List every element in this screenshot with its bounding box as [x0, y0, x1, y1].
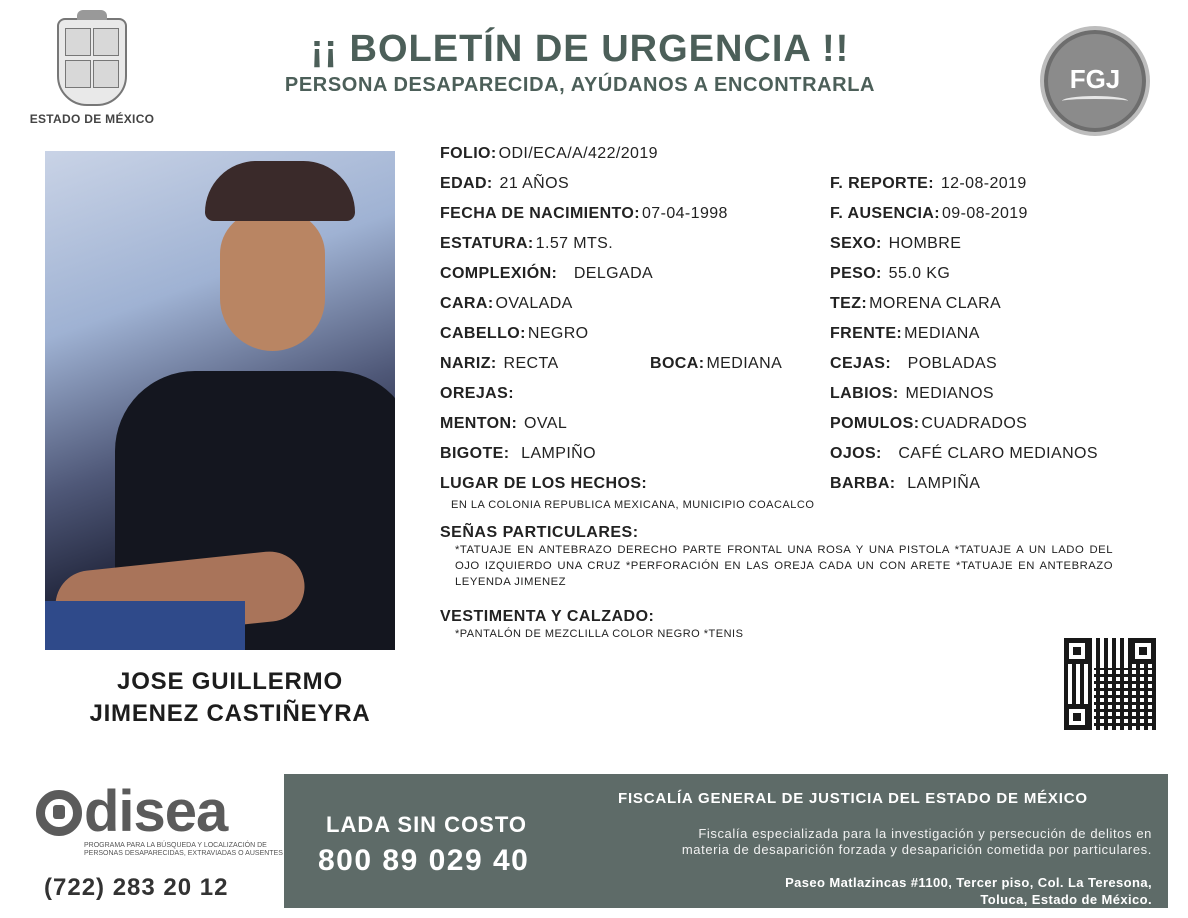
field-fecha-nacimiento [440, 205, 728, 223]
field-label: PESO: [830, 265, 882, 282]
field-label: CARA: [440, 295, 494, 312]
field-orejas [440, 385, 516, 403]
odisea-wordmark: disea [84, 779, 228, 844]
field-value: POBLADAS [907, 355, 998, 372]
field-value: LAMPIÑO [521, 445, 596, 462]
field-label: EDAD: [440, 175, 493, 192]
field-label: POMULOS: [830, 415, 920, 432]
field-value: 1.57 MTS. [535, 235, 614, 252]
field-nariz [440, 355, 559, 373]
field-value: MEDIANA [706, 355, 783, 372]
field-pomulos [830, 415, 1027, 433]
field-f-ausencia [830, 205, 1028, 223]
bulletin-subtitle: PERSONA DESAPARECIDA, AYÚDANOS A ENCONTRARLA [284, 74, 876, 96]
field-cejas [830, 355, 997, 373]
field-value: MEDIANOS [905, 385, 994, 402]
field-value: 07-04-1998 [642, 205, 728, 222]
field-value: OVAL [524, 415, 568, 432]
field-value: 09-08-2019 [942, 205, 1028, 222]
field-value: DELGADA [573, 265, 654, 282]
field-lugar-hechos [440, 475, 649, 493]
bulletin-title: ¡¡ BOLETÍN DE URGENCIA !! [310, 28, 850, 70]
fgj-logo-text: FGJ [1069, 64, 1121, 94]
field-frente [830, 325, 980, 343]
field-label: OJOS: [830, 445, 882, 462]
field-label: FOLIO: [440, 145, 497, 162]
field-labios [830, 385, 994, 403]
wing-icon [1062, 96, 1128, 106]
field-value: CAFÉ CLARO MEDIANOS [898, 445, 1098, 462]
field-label: CABELLO: [440, 325, 526, 342]
fiscalia-description [612, 826, 1152, 858]
lada-phone-number[interactable]: 800 89 029 40 [318, 844, 530, 877]
field-label: MENTON: [440, 415, 518, 432]
field-menton [440, 415, 567, 433]
estado-label: ESTADO DE MÉXICO [29, 112, 155, 126]
field-value: CUADRADOS [921, 415, 1028, 432]
field-label: FECHA DE NACIMIENTO: [440, 205, 640, 222]
field-label: BOCA: [650, 355, 705, 372]
field-boca [650, 355, 782, 373]
field-cara [440, 295, 573, 313]
fiscalia-addr-line-1: Paseo Matlazincas #1100, Tercer piso, Col. La Teresona, [785, 875, 1152, 890]
field-label: F. REPORTE: [830, 175, 934, 192]
odisea-phone[interactable]: (722) 283 20 12 [44, 874, 229, 901]
field-value: ODI/ECA/A/422/2019 [498, 145, 658, 162]
field-folio [440, 145, 658, 163]
field-label: NARIZ: [440, 355, 497, 372]
odisea-map-icon [36, 790, 82, 836]
lugar-hechos-value: EN LA COLONIA REPUBLICA MEXICANA, MUNICIPIO COACALCO [451, 499, 815, 511]
fiscalia-title: FISCALÍA GENERAL DE JUSTICIA DEL ESTADO DE MÉXICO [618, 790, 1088, 807]
field-value: OVALADA [495, 295, 573, 312]
field-value: MORENA CLARA [869, 295, 1002, 312]
field-label: CEJAS: [830, 355, 892, 372]
field-value: HOMBRE [888, 235, 962, 252]
field-value: MEDIANA [904, 325, 980, 342]
field-tez [830, 295, 1001, 313]
field-label: LABIOS: [830, 385, 899, 402]
fiscalia-desc-line-2: materia de desaparición forzada y desaparición cometida por particulares. [681, 842, 1152, 857]
person-photo [45, 151, 395, 650]
fiscalia-address [612, 874, 1152, 908]
field-peso [830, 265, 950, 283]
senas-heading: SEÑAS PARTICULARES: [440, 524, 639, 541]
senas-text: *TATUAJE EN ANTEBRAZO DERECHO PARTE FRONTAL UNA ROSA Y UNA PISTOLA *TATUAJE A UN LADO DEL OJO IZQUIERDO UNA CRUZ *PERFORACIÓN EN LAS OREJA CADA UN CON ARETE *TATUAJE EN ANTEBRAZO LEYENDA JIMENEZ [455, 544, 1113, 588]
field-label: F. AUSENCIA: [830, 205, 940, 222]
odisea-description: PROGRAMA PARA LA BÚSQUEDA Y LOCALIZACIÓN DE PERSONAS DESAPARECIDAS, EXTRAVIADAS O AUSENTES [84, 842, 283, 857]
field-label: LUGAR DE LOS HECHOS: [440, 475, 648, 492]
vestimenta-text: *PANTALÓN DE MEZCLILLA COLOR NEGRO *TENIS [455, 628, 744, 640]
field-value: NEGRO [527, 325, 589, 342]
field-barba [830, 475, 980, 493]
name-line-2: JIMENEZ CASTIÑEYRA [89, 700, 371, 727]
field-label: SEXO: [830, 235, 882, 252]
field-value: RECTA [503, 355, 559, 372]
field-estatura [440, 235, 613, 253]
odisea-logo [36, 779, 283, 857]
field-label: BARBA: [830, 475, 896, 492]
field-value: LAMPIÑA [907, 475, 981, 492]
field-bigote [440, 445, 596, 463]
field-label: OREJAS: [440, 385, 514, 402]
fiscalia-desc-line-1: Fiscalía especializada para la investigación y persecución de delitos en [698, 826, 1152, 841]
field-value: 55.0 KG [888, 265, 951, 282]
field-label: COMPLEXIÓN: [440, 265, 558, 282]
field-complexion [440, 265, 653, 283]
vestimenta-heading: VESTIMENTA Y CALZADO: [440, 608, 655, 625]
field-sexo [830, 235, 961, 253]
field-label: FRENTE: [830, 325, 903, 342]
estado-de-mexico-logo [28, 18, 156, 126]
field-f-reporte [830, 175, 1027, 193]
fiscalia-addr-line-2: Toluca, Estado de México. [980, 892, 1152, 907]
field-label: ESTATURA: [440, 235, 534, 252]
qr-code-icon[interactable] [1064, 638, 1156, 730]
field-ojos [830, 445, 1098, 463]
field-edad [440, 175, 569, 193]
field-value: 12-08-2019 [940, 175, 1027, 192]
coat-of-arms-icon [57, 18, 127, 106]
person-name [45, 666, 415, 730]
name-line-1: JOSE GUILLERMO [117, 668, 343, 695]
lada-label: LADA SIN COSTO [326, 812, 528, 837]
field-cabello [440, 325, 589, 343]
field-label: BIGOTE: [440, 445, 510, 462]
fgj-seal-logo [1040, 26, 1150, 136]
field-label: TEZ: [830, 295, 868, 312]
field-value: 21 AÑOS [499, 175, 570, 192]
